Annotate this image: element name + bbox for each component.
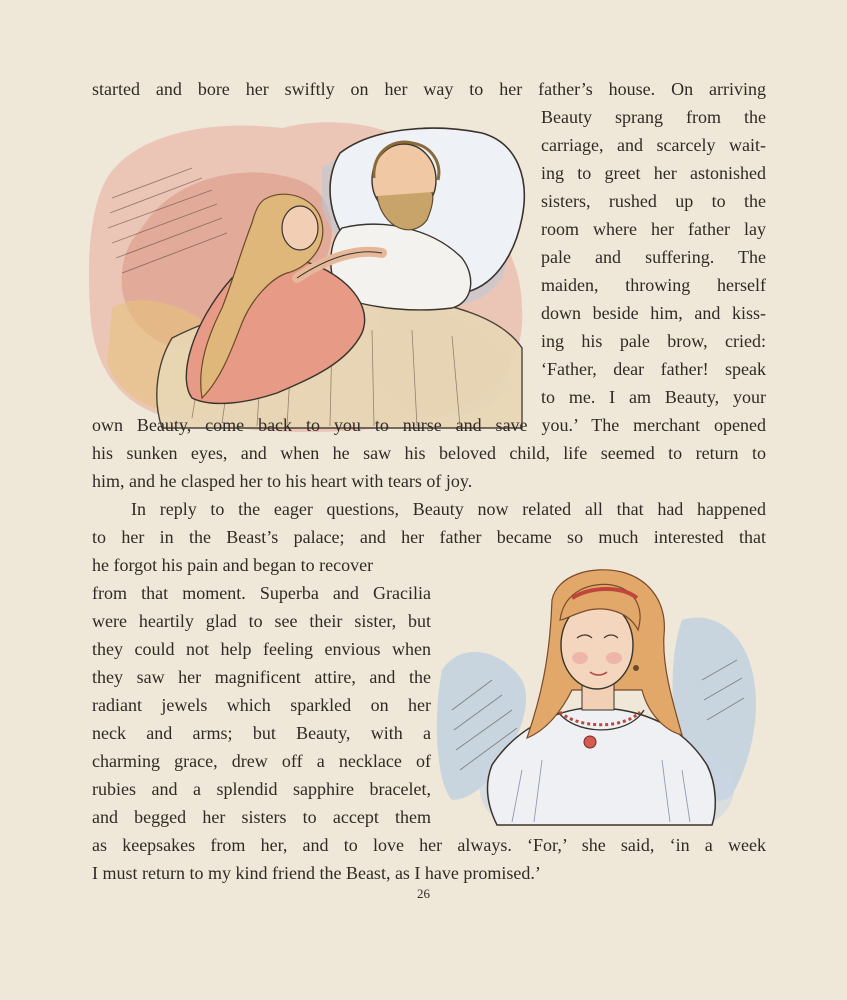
text-line: to me. I am Beauty, your [541,387,766,407]
text-line: maiden, throwing herself [541,275,766,295]
text-line: down beside him, and kiss- [541,303,766,323]
text-line: as keepsakes from her, and to love her always. ‘For,’ she said, ‘in a week [92,835,766,855]
text-line: ing his pale brow, cried: [541,331,766,351]
illustration-beauty-portrait [432,560,767,832]
text-line: pale and suffering. The [541,247,766,267]
text-line: and begged her sisters to accept them [92,807,431,827]
text-line: Beauty sprang from the [541,107,766,127]
text-line: radiant jewels which sparkled on her [92,695,431,715]
text-line: to her in the Beast’s palace; and her father became so much interested that [92,527,766,547]
page-number: 26 [417,886,430,901]
text-line: charming grace, drew off a necklace of [92,751,431,771]
text-line: ‘Father, dear father! speak [541,359,766,379]
text-line: from that moment. Superba and Gracilia [92,583,431,603]
text-line: they saw her magnificent attire, and the [92,667,431,687]
text-line: room where her father lay [541,219,766,239]
text-line: he forgot his pain and began to recover [92,555,374,575]
text-line: carriage, and scarcely wait- [541,135,766,155]
text-line: own Beauty, come back to you to nurse and save you.’ The merchant opened [92,415,766,435]
text-line: ing to greet her astonished [541,163,766,183]
text-line: were heartily glad to see their sister, but [92,611,431,631]
text-line: In reply to the eager questions, Beauty now related all that had happened [131,499,766,519]
text-line: neck and arms; but Beauty, with a [92,723,431,743]
text-line: him, and he clasped her to his heart with tears of joy. [92,471,473,491]
illustration-beauty-and-father [82,108,534,438]
illustration-father-bed-art [82,108,534,438]
text-line: sisters, rushed up to the [541,191,766,211]
text-line: started and bore her swiftly on her way to her father’s house. On arriving [92,79,766,99]
text-line: they could not help feeling envious when [92,639,431,659]
illustration-portrait-art [432,560,767,832]
text-line: I must return to my kind friend the Beast, as I have promised.’ [92,863,541,883]
text-line: rubies and a splendid sapphire bracelet, [92,779,431,799]
text-line: his sunken eyes, and when he saw his beloved child, life seemed to return to [92,443,766,463]
